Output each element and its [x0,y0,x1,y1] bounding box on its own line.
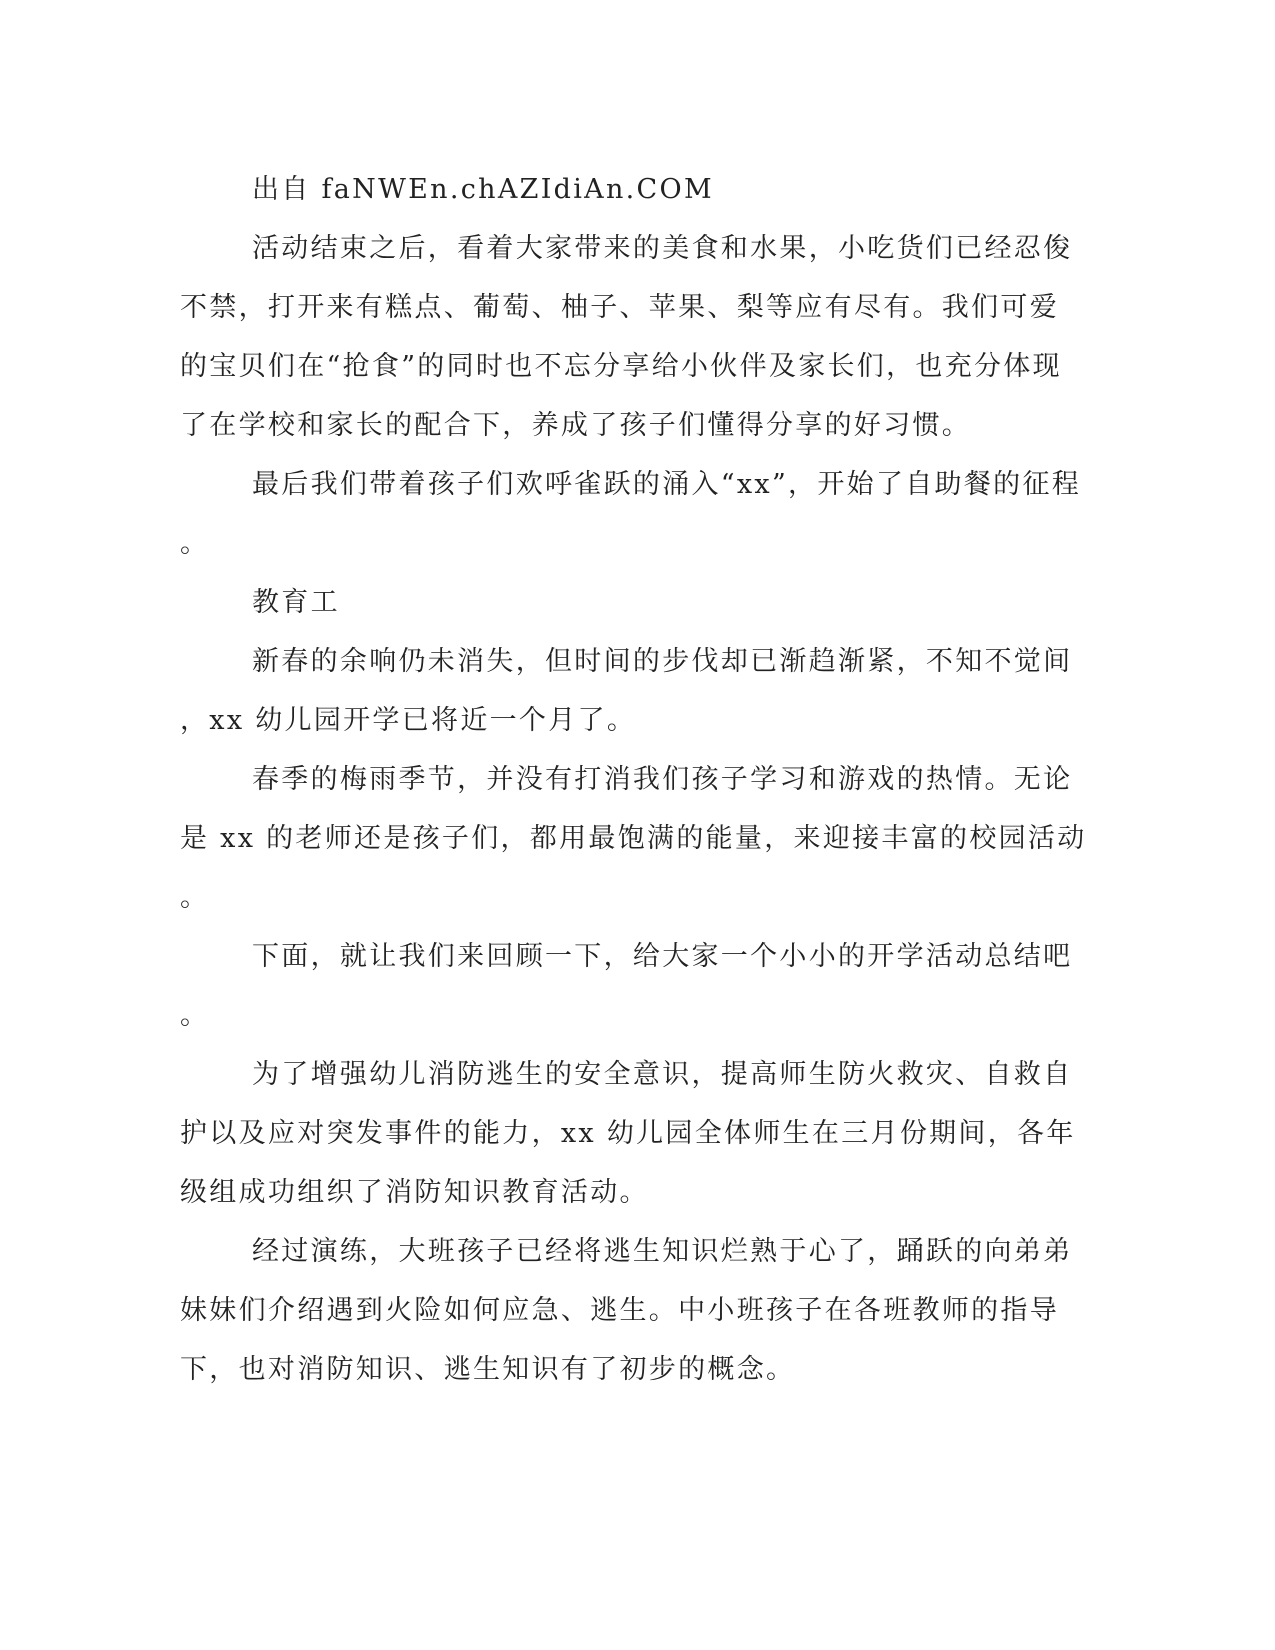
source-paragraph [180,160,1028,219]
text-line: 是 xx 的老师还是孩子们，都用最饱满的能量，来迎接丰富的校园活动 [180,823,1087,854]
paragraph-fire-safety [180,1045,1076,1222]
text-line: 。 [180,528,210,559]
text-line: 不禁，打开来有糕点、葡萄、柚子、苹果、梨等应有尽有。我们可爱 [180,292,1059,323]
section-heading: 教育工 [252,587,340,618]
paragraph-snack-sharing [180,219,1073,455]
text-line: 下面，就让我们来回顾一下，给大家一个小小的开学活动总结吧 [252,941,1073,972]
text-line: ，xx 幼儿园开学已将近一个月了。 [180,705,637,736]
paragraph-review [180,927,1073,1045]
text-line: 活动结束之后，看着大家带来的美食和水果，小吃货们已经忍俊 [252,233,1073,264]
paragraph-drill [180,1222,1073,1399]
text-line: 新春的余响仍未消失，但时间的步伐却已渐趋渐紧，不知不觉间 [252,646,1073,677]
source-line: 出自 faNWEn.chAZIdiAn.COM [252,174,714,205]
text-line: 春季的梅雨季节，并没有打消我们孩子学习和游戏的热情。无论 [252,764,1073,795]
text-line: 的宝贝们在“抢食”的同时也不忘分享给小伙伴及家长们，也充分体现 [180,351,1062,382]
text-line: 。 [180,1000,210,1031]
text-line: 下，也对消防知识、逃生知识有了初步的概念。 [180,1354,796,1385]
text-line: 经过演练，大班孩子已经将逃生知识烂熟于心了，踊跃的向弟弟 [252,1236,1073,1267]
paragraph-buffet [180,455,1082,573]
paragraph-rainy-season [180,750,1087,927]
paragraph-new-spring [180,632,1073,750]
text-line: 妹妹们介绍遇到火险如何应急、逃生。中小班孩子在各班教师的指导 [180,1295,1059,1326]
text-line: 了在学校和家长的配合下，养成了孩子们懂得分享的好习惯。 [180,410,972,441]
text-line: 为了增强幼儿消防逃生的安全意识，提高师生防火救灾、自救自 [252,1059,1073,1090]
document-body [180,160,1087,1399]
paragraph-heading [180,573,1028,632]
text-line: 最后我们带着孩子们欢呼雀跃的涌入“xx”，开始了自助餐的征程 [252,469,1082,500]
text-line: 级组成功组织了消防知识教育活动。 [180,1177,649,1208]
text-line: 护以及应对突发事件的能力，xx 幼儿园全体师生在三月份期间，各年 [180,1118,1076,1149]
text-line: 。 [180,882,210,913]
